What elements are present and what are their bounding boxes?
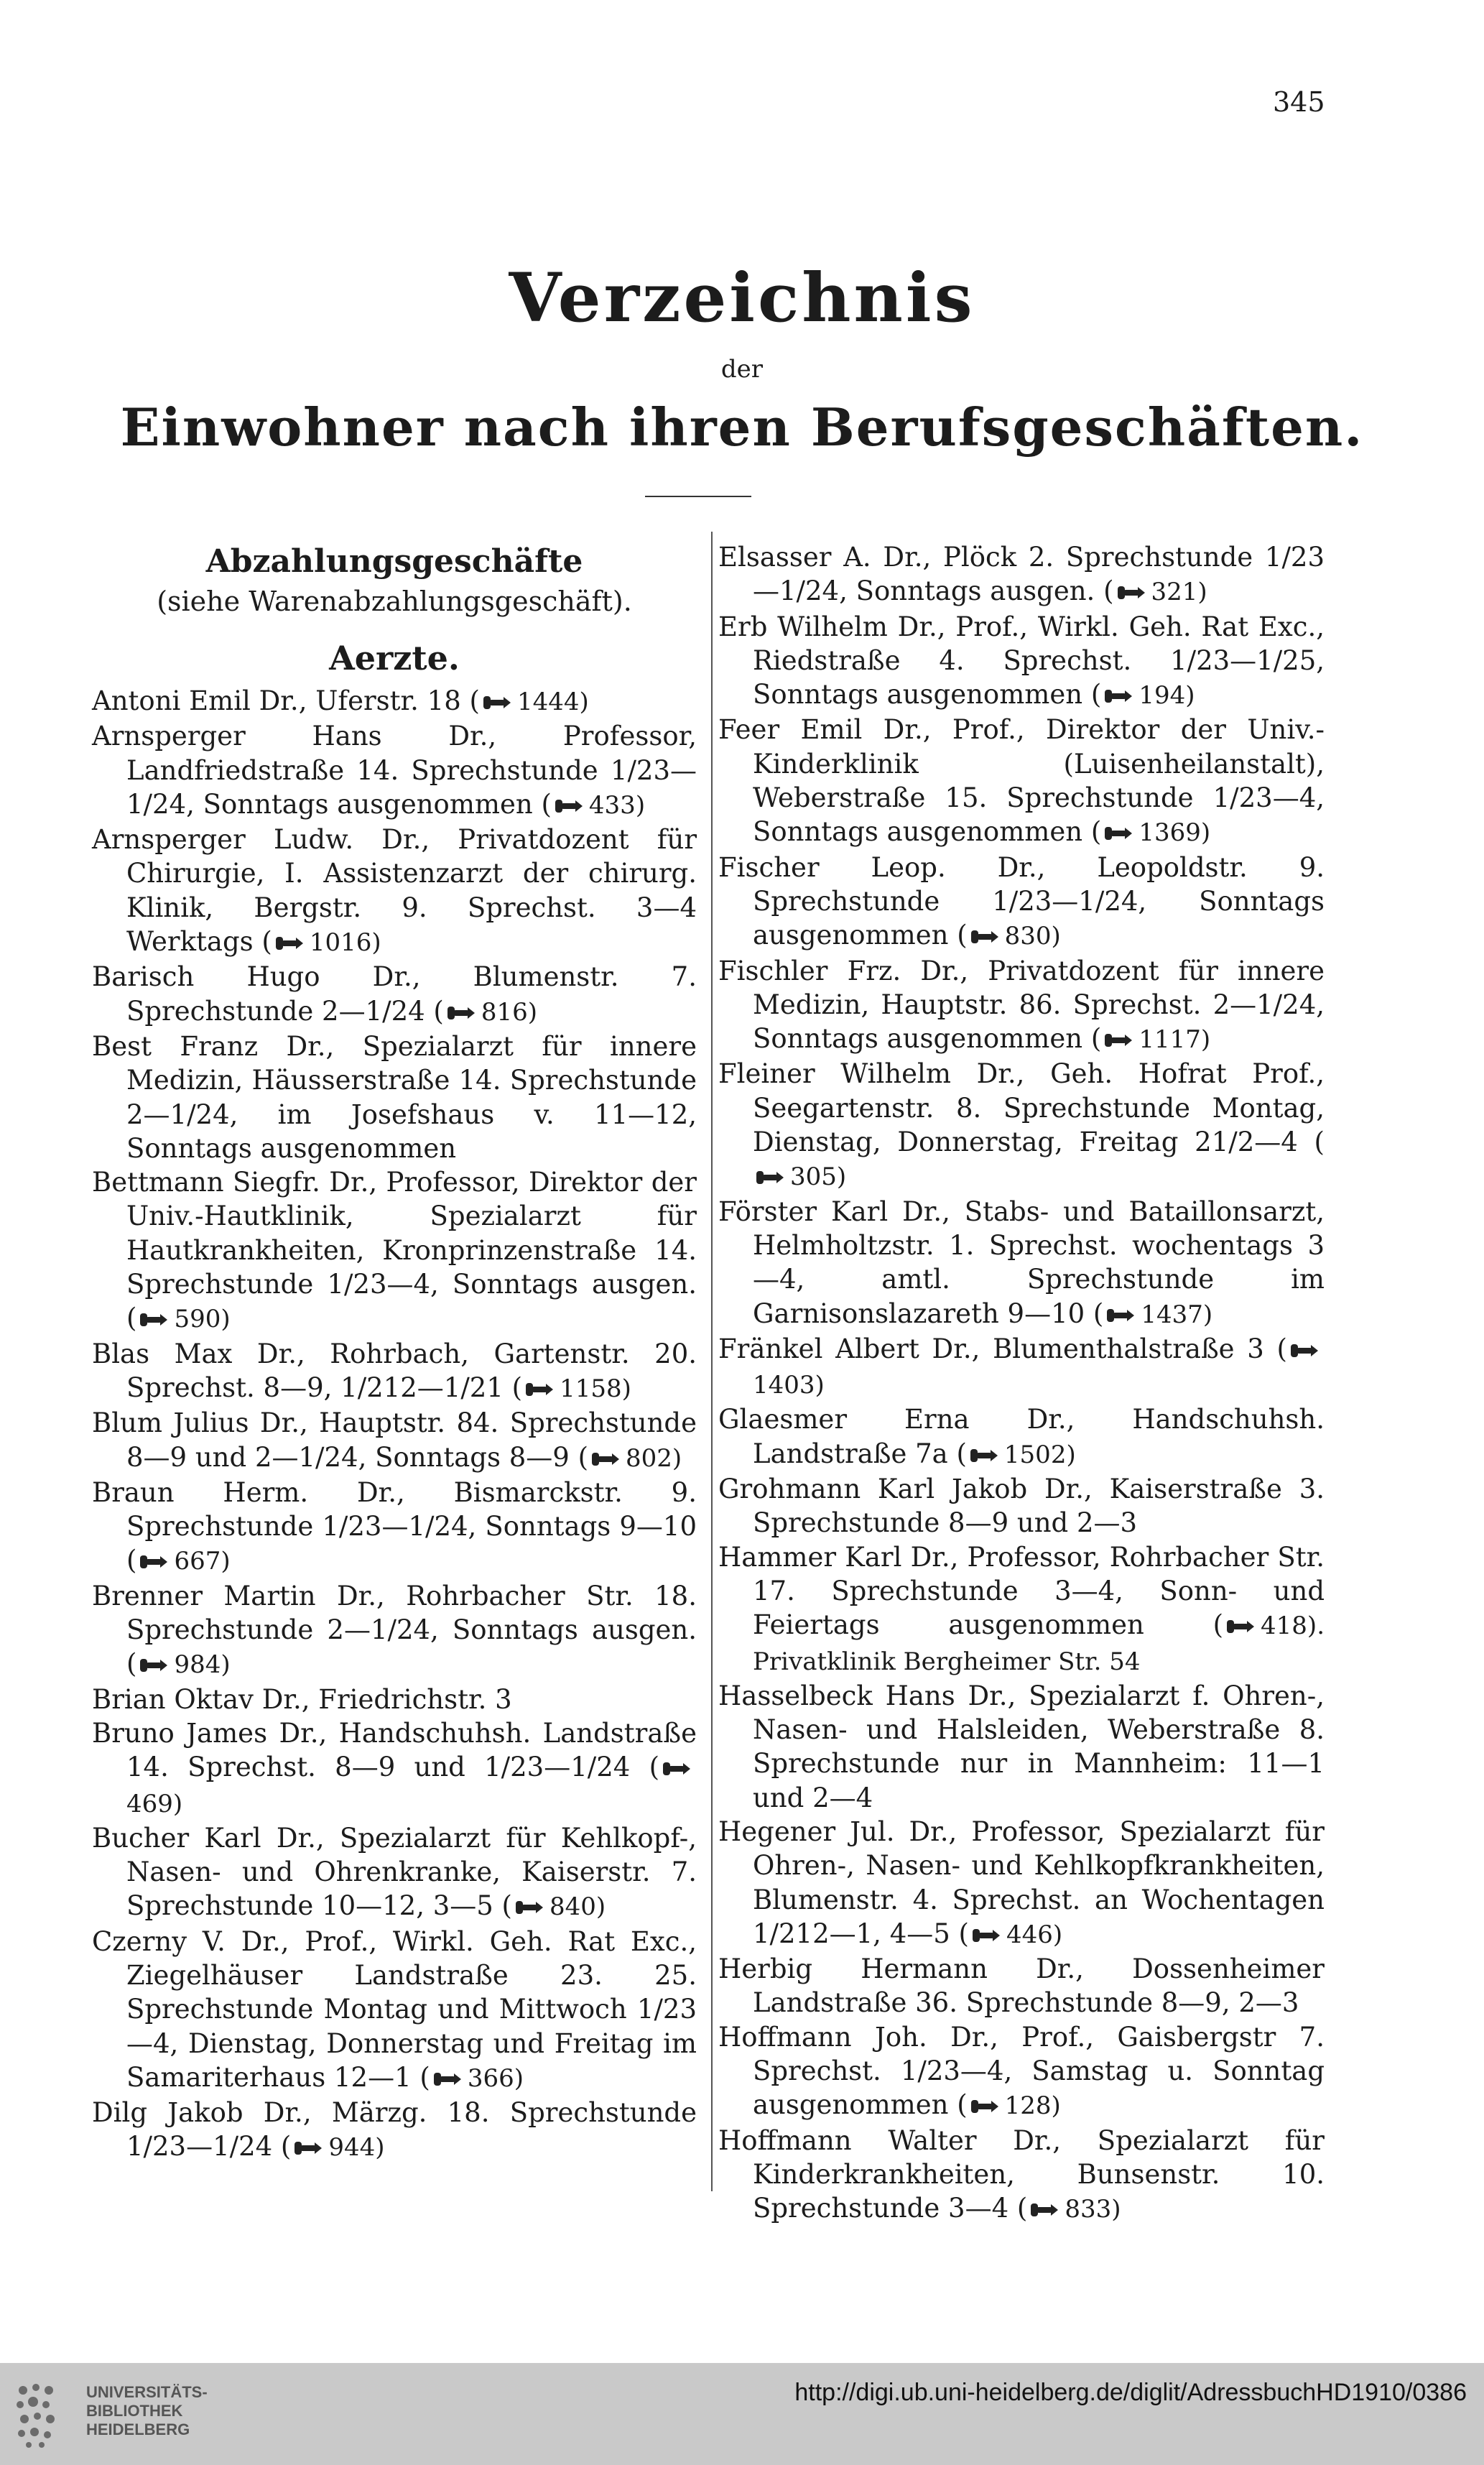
phone-number <box>968 1440 1076 1469</box>
telephone-icon <box>292 2140 324 2157</box>
phone-number <box>1116 578 1207 606</box>
physician-left-entry <box>92 823 697 960</box>
entry-text: Blum Julius Dr., Hauptstr. 84. Sprechstunde 8—9 und 2—1/24, Sonntags 8—9 ( <box>92 1407 697 1473</box>
phone-number <box>754 1162 846 1191</box>
phone-number-value: 469) <box>126 1789 183 1818</box>
physician-left-entry <box>92 719 697 823</box>
entry-text: Feer Emil Dr., Prof., Direktor der Univ.-Kinderklinik (Luisenheilanstalt), Weberstraße 15. Sprechstunde 1/23—4, Sonntags ausgenommen ( <box>718 714 1325 848</box>
physician-right-entry <box>718 2124 1325 2227</box>
entry-text: Förster Karl Dr., Stabs- und Bataillonsarzt, Helmholtzstr. 1. Sprechst. wochentags 3—4, amtl. Sprechstunde im Garnisonslazareth 9—10 ( <box>718 1195 1325 1329</box>
entry-text: Erb Wilhelm Dr., Prof., Wirkl. Geh. Rat Exc., Riedstraße 4. Sprechst. 1/23—1/25, Sonntags ausgenommen ( <box>718 611 1325 711</box>
entry-text: Arnsperger Ludw. Dr., Privatdozent für Chirurgie, I. Assistenzarzt der chirurg. Klinik, Bergstr. 9. Sprechst. 3—4 Werktags ( <box>92 824 697 958</box>
entry-text: Best Franz Dr., Spezialarzt für innere Medizin, Häusserstraße 14. Sprechstunde 2—1/24, im Josefshaus v. 11—12, Sonntags ausgenommen <box>92 1030 697 1164</box>
telephone-icon <box>432 2071 463 2088</box>
entry-text: Arnsperger Hans Dr., Professor, Landfriedstraße 14. Sprechstunde 1/23—1/24, Sonntags ausgenommen ( <box>92 721 697 820</box>
entry-text: Fischler Frz. Dr., Privatdozent für innere Medizin, Hauptstr. 86. Sprechst. 2—1/24, Sonntags ausgenommen ( <box>718 955 1325 1055</box>
physician-right-entry <box>718 1332 1325 1403</box>
telephone-icon <box>445 1004 477 1022</box>
physician-left-entry <box>92 1337 697 1407</box>
phone-number-value: 1403) <box>753 1371 825 1400</box>
phone-number-value: 446) <box>1006 1920 1063 1949</box>
footer-bar <box>0 2363 1484 2465</box>
telephone-icon <box>1103 1032 1134 1049</box>
phone-number-value: 321) <box>1151 578 1207 607</box>
entry-text: Hasselbeck Hans Dr., Spezialarzt f. Ohren-, Nasen- und Halsleiden, Weberstraße 8. Sprechstunde nur in Mannheim: 11—1 und 2—4 <box>718 1680 1325 1813</box>
physician-left-entry <box>92 960 697 1030</box>
entry-text: Antoni Emil Dr., Uferstr. 18 ( <box>92 685 480 716</box>
phone-number <box>274 928 381 957</box>
physician-right-entry <box>718 540 1325 610</box>
title-rule <box>645 496 751 497</box>
title-connector: der <box>720 355 764 384</box>
telephone-icon <box>1103 688 1134 705</box>
phone-number <box>432 2064 524 2093</box>
physician-left-entry <box>92 1030 697 1165</box>
phone-number <box>1029 2195 1121 2224</box>
entry-text: Fischer Leop. Dr., Leopoldstr. 9. Sprechstunde 1/23—1/24, Sonntags ausgenommen ( <box>718 851 1325 951</box>
phone-number <box>445 998 537 1027</box>
phone-number-value: 1016) <box>309 928 381 958</box>
physician-right-entry <box>718 1472 1325 1540</box>
phone-number <box>524 1374 631 1403</box>
physician-left-entry <box>92 1716 697 1821</box>
telephone-icon <box>138 1657 170 1674</box>
phone-number-value: 667) <box>174 1547 231 1576</box>
entry-text: Bruno James Dr., Handschuhsh. Landstraße 14. Sprechst. 8—9 und 1/23—1/24 ( <box>92 1717 697 1783</box>
entry-text: Hoffmann Joh. Dr., Prof., Gaisbergstr 7. Sprechst. 1/23—4, Samstag u. Sonntag ausgenommen ( <box>718 2021 1325 2121</box>
phone-number <box>1103 818 1210 847</box>
page-subtitle: Einwohner nach ihren Berufsgeschäften. <box>120 397 1364 458</box>
phone-number-value: 802) <box>626 1443 682 1473</box>
library-logo-icon <box>13 2380 78 2449</box>
telephone-icon <box>590 1451 621 1468</box>
phone-number-value: 816) <box>481 997 538 1027</box>
physician-right-entry <box>718 851 1325 954</box>
telephone-icon <box>1029 2201 1060 2219</box>
telephone-icon <box>969 928 1001 945</box>
phone-number <box>138 1547 230 1576</box>
physician-left-entry <box>92 1683 697 1716</box>
entry-text: Fränkel Albert Dr., Blumenthalstraße 3 ( <box>718 1333 1287 1364</box>
page-title: Verzeichnis <box>509 259 975 338</box>
entry-text: Hegener Jul. Dr., Professor, Spezialarzt für Ohren-, Nasen- und Kehlkopfkrankheiten, Blumenstr. 4. Sprechst. an Wochentagen 1/212—1, 4—5 ( <box>718 1816 1325 1949</box>
entry-text: Glaesmer Erna Dr., Handschuhsh. Landstraße 7a ( <box>718 1404 1325 1469</box>
phone-number-value: 840) <box>549 1892 606 1922</box>
physician-right-entry <box>718 1679 1325 1815</box>
phone-number-value: 128) <box>1004 2091 1061 2121</box>
physician-right-entry <box>718 1540 1325 1679</box>
physician-right-entry <box>718 1402 1325 1472</box>
entry-text: Herbig Hermann Dr., Dossenheimer Landstraße 36. Sprechstunde 8—9, 2—3 <box>718 1953 1325 2019</box>
column-divider <box>711 532 713 2191</box>
telephone-icon <box>1105 1307 1136 1324</box>
phone-number <box>969 2091 1061 2120</box>
telephone-icon <box>1225 1618 1256 1635</box>
phone-number <box>1105 1300 1212 1329</box>
entry-text: Bucher Karl Dr., Spezialarzt für Kehlkopf-, Nasen- und Ohrenkranke, Kaiserstr. 7. Sprechstunde 10—12, 3—5 ( <box>92 1822 697 1922</box>
phone-number <box>1103 681 1195 710</box>
source-url[interactable]: http://digi.ub.uni-heidelberg.de/diglit/AdressbuchHD1910/0386 <box>794 2379 1467 2406</box>
telephone-icon <box>138 1311 170 1328</box>
entry-text: Elsasser A. Dr., Plöck 2. Sprechstunde 1/23—1/24, Sonntags ausgen. ( <box>718 542 1325 607</box>
telephone-icon <box>481 694 513 711</box>
phone-number-value: 833) <box>1065 2195 1121 2224</box>
phone-number-value: 944) <box>328 2133 385 2163</box>
phone-number <box>970 1920 1062 1949</box>
physician-left-entry <box>92 2096 697 2165</box>
phone-number-value: 1117) <box>1138 1025 1211 1055</box>
entry-text: Hammer Karl Dr., Professor, Rohrbacher Str. 17. Sprechstunde 3—4, Sonn- und Feiertags ausgenommen ( <box>718 1541 1325 1641</box>
physician-left-entry <box>92 1406 697 1476</box>
section-title-aerzte: Aerzte. <box>329 639 460 677</box>
telephone-icon <box>969 2098 1001 2115</box>
telephone-icon <box>754 1169 786 1186</box>
right-column <box>718 540 1325 2227</box>
section-title-abzahlung: Abzahlungsgeschäfte <box>205 543 583 580</box>
physician-right-entry <box>718 713 1325 850</box>
phone-number-value: 830) <box>1004 922 1061 951</box>
section-note-abzahlung: (siehe Warenabzahlungsgeschäft). <box>157 586 632 617</box>
telephone-icon <box>970 1927 1002 1944</box>
telephone-icon <box>138 1553 170 1571</box>
telephone-icon <box>1103 825 1134 842</box>
right-entry-list <box>718 540 1325 2227</box>
entry-text: Bettmann Siegfr. Dr., Professor, Direktor der Univ.-Hautklinik, Spezialarzt für Hautkrankheiten, Kronprinzenstraße 14. Sprechstunde 1/23—4, Sonntags ausgen. ( <box>92 1167 697 1334</box>
telephone-icon <box>524 1381 555 1398</box>
entry-text: Barisch Hugo Dr., Blumenstr. 7. Sprechstunde 2—1/24 ( <box>92 961 697 1027</box>
phone-number-value: 433) <box>588 790 646 820</box>
telephone-icon <box>661 1760 692 1777</box>
entry-text: Brenner Martin Dr., Rohrbacher Str. 18. Sprechstunde 2—1/24, Sonntags ausgen. ( <box>92 1580 697 1680</box>
physician-right-entry <box>718 2020 1325 2124</box>
physician-left-entry <box>92 1821 697 1925</box>
entry-text: Brian Oktav Dr., Friedrichstr. 3 <box>92 1683 512 1715</box>
library-logo-text: UNIVERSITÄTS- BIBLIOTHEK HEIDELBERG <box>86 2383 208 2438</box>
physician-left-entry <box>92 1925 697 2096</box>
telephone-icon <box>968 1447 1000 1464</box>
physician-right-entry <box>718 610 1325 713</box>
physician-right-entry <box>718 1195 1325 1332</box>
phone-number-value: 1444) <box>516 688 589 716</box>
entry-text: Fleiner Wilhelm Dr., Geh. Hofrat Prof., Seegartenstr. 8. Sprechstunde Montag, Dienstag, Donnerstag, Freitag 21/2—4 ( <box>718 1058 1325 1158</box>
phone-number-value: 1158) <box>560 1374 631 1403</box>
physician-right-entry <box>718 1952 1325 2020</box>
phone-number-value: 366) <box>467 2063 524 2093</box>
phone-number-value: 1437) <box>1141 1300 1213 1329</box>
phone-number-value: 418). Privatklinik Bergheimer Str. 54 <box>753 1611 1325 1676</box>
physician-left-entry <box>92 1165 697 1336</box>
phone-number <box>138 1650 230 1679</box>
entry-text: Blas Max Dr., Rohrbach, Gartenstr. 20. Sprechst. 8—9, 1/212—1/21 ( <box>92 1338 697 1403</box>
physician-left-entry <box>92 684 697 719</box>
entry-text: Grohmann Karl Jakob Dr., Kaiserstraße 3. Sprechstunde 8—9 und 2—3 <box>718 1474 1325 1539</box>
phone-number <box>514 1892 606 1921</box>
telephone-icon <box>553 797 585 815</box>
entry-text: Hoffmann Walter Dr., Spezialarzt für Kinderkrankheiten, Bunsenstr. 10. Sprechstunde 3—4 ( <box>718 2124 1325 2224</box>
phone-number <box>292 2133 384 2162</box>
entry-text: Czerny V. Dr., Prof., Wirkl. Geh. Rat Exc., Ziegelhäuser Landstraße 23. 25. Sprechstunde Montag und Mittwoch 1/23—4, Dienstag, Donnerstag und Freitag im Samariterhaus 12—1 ( <box>92 1925 697 2093</box>
phone-number <box>969 922 1061 951</box>
left-entry-list <box>92 684 697 2165</box>
entry-text: Dilg Jakob Dr., Märzg. 18. Sprechstunde 1/23—1/24 ( <box>92 2097 697 2163</box>
telephone-icon <box>274 935 305 952</box>
left-column <box>92 540 697 2165</box>
physician-left-entry <box>92 1476 697 1579</box>
telephone-icon <box>1289 1342 1320 1359</box>
phone-number <box>590 1444 682 1473</box>
page-number: 345 <box>1273 86 1325 118</box>
telephone-icon <box>1116 584 1147 601</box>
phone-number-value: 194) <box>1138 681 1195 711</box>
entry-text: Braun Herm. Dr., Bismarckstr. 9. Sprechstunde 1/23—1/24, Sonntags 9—10 ( <box>92 1476 697 1576</box>
phone-number <box>1103 1025 1210 1054</box>
physician-left-entry <box>92 1579 697 1683</box>
phone-number-value: 984) <box>174 1650 231 1680</box>
phone-number-value: 305) <box>790 1162 847 1192</box>
phone-number <box>553 791 645 820</box>
physician-right-entry <box>718 954 1325 1058</box>
phone-number <box>138 1305 230 1333</box>
physician-right-entry <box>718 1057 1325 1194</box>
telephone-icon <box>514 1899 545 1916</box>
phone-number-value: 1369) <box>1138 818 1211 848</box>
physician-right-entry <box>718 1815 1325 1952</box>
phone-number <box>481 688 589 716</box>
phone-number-value: 590) <box>174 1305 231 1334</box>
phone-number-value: 1502) <box>1003 1440 1076 1469</box>
